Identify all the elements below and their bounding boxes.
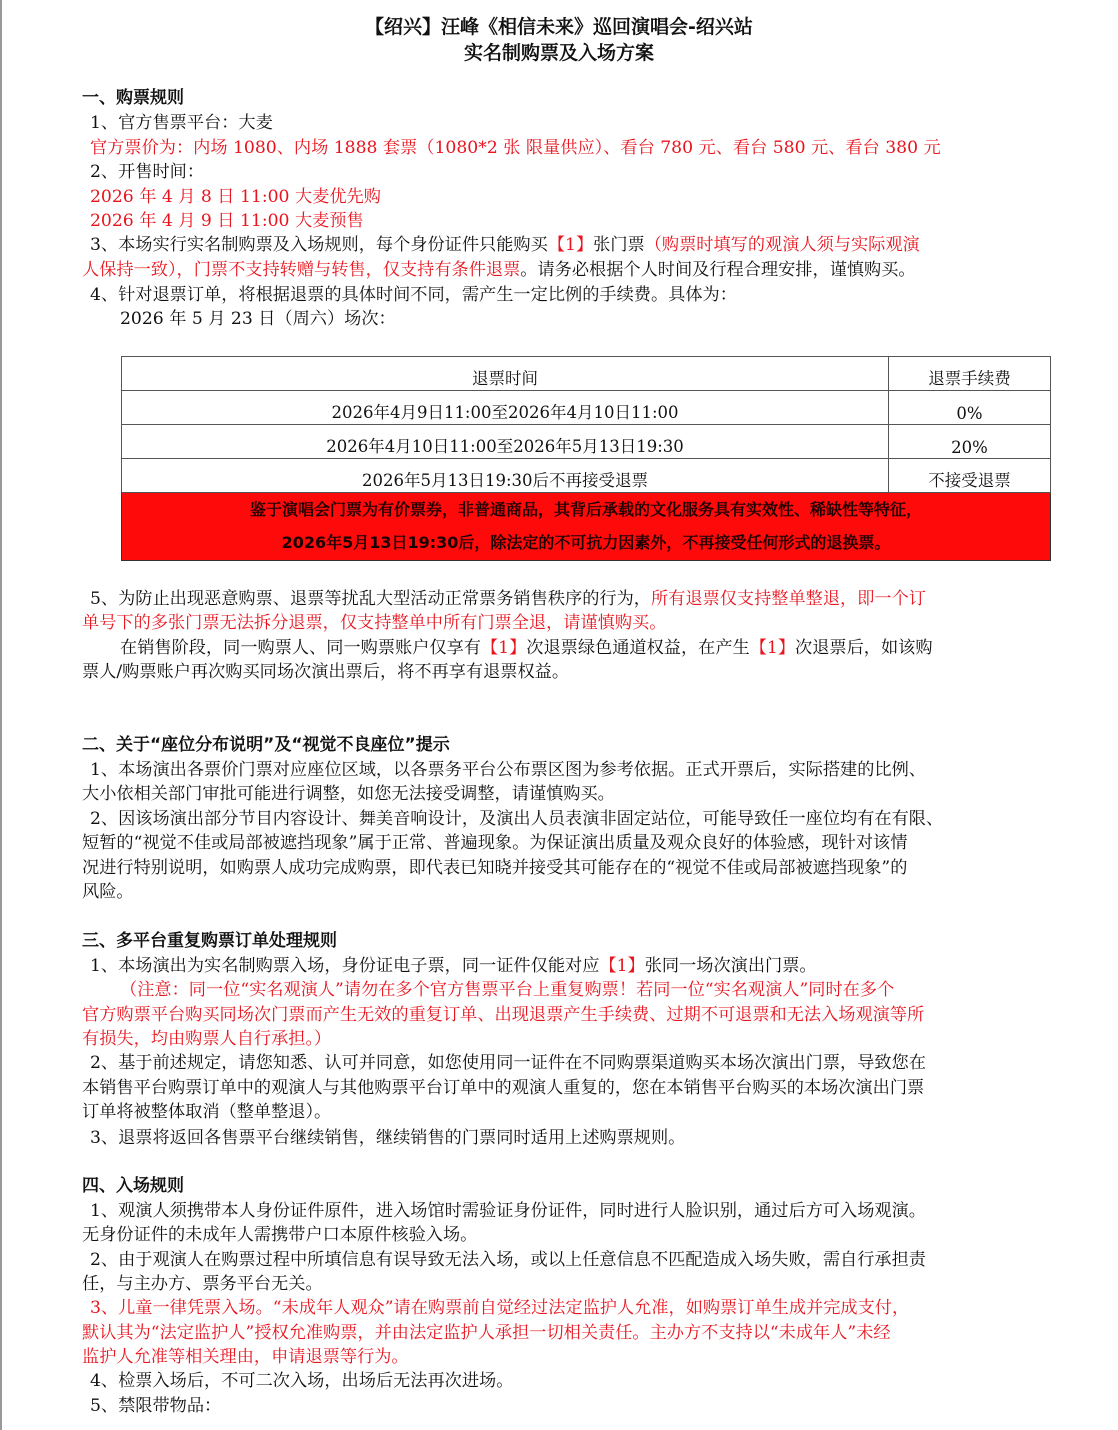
table-notice-row: [122, 493, 1051, 561]
section1-prices: 官方票价为：内场 1080、内场 1888 套票（1080*2 张 限量供应）、看台 780 元、看台 580 元、看台 380 元: [90, 138, 941, 158]
section2-item2-line2: 短暂的“视觉不佳或局部被遮挡现象”属于正常、普遍现象。为保证演出质量及观众良好的体验感，现针对该情: [82, 833, 908, 853]
section1-heading: 一、购票规则: [82, 88, 184, 108]
section1-para-line2: 票人/购票账户再次购买同场次演出票后，将不再享有退票权益。: [82, 662, 570, 682]
section1-item4: 4、针对退票订单，将根据退票的具体时间不同，需产生一定比例的手续费。具体为：: [90, 285, 737, 305]
refund-notice: [122, 493, 1051, 561]
section3-note-line2: 官方购票平台购买同场次门票而产生无效的重复订单、出现退票产生手续费、过期不可退票和无法入场观演等所: [82, 1005, 925, 1025]
document-subtitle: 实名制购票及入场方案: [463, 42, 654, 64]
s3-item1-tail: 张同一场次演出门票。: [644, 956, 817, 976]
section3-item2-line1: 2、基于前述规定，请您知悉、认可并同意，如您使用同一证件在不同购票渠道购买本场次演出门票，导致您在: [90, 1053, 926, 1073]
para-text-c: 次退票绿色通道权益，在产生: [526, 638, 750, 658]
item3-ticket: 张门票: [593, 235, 645, 255]
page-left-border: [0, 0, 2, 1430]
section3-note-line1: （注意：同一位“实名观演人”请勿在多个官方售票平台上重复购票！若同一位“实名观演人”同时在多个: [120, 980, 895, 1000]
section3-item2-line2: 本销售平台购票订单中的观演人与其他购票平台订单中的观演人重复的，您在本销售平台购买的本场次演出门票: [82, 1078, 925, 1098]
section2-item1-line1: 1、本场演出各票价门票对应座位区域，以各票务平台公布票区图为参考依据。正式开票后，实际搭建的比例、: [90, 760, 926, 780]
section2-heading: 二、关于“座位分布说明”及“视觉不良座位”提示: [82, 735, 450, 755]
section4-item2-line2: 任，与主办方、票务平台无关。: [82, 1274, 323, 1294]
section4-item1-line2: 无身份证件的未成年人需携带户口本原件核验入场。: [82, 1225, 478, 1245]
header-refund-fee: 退票手续费: [889, 357, 1051, 391]
section1-item3-line1: [90, 233, 1050, 257]
para-count-a: 【1】: [480, 638, 527, 658]
item3-note: （购票时填写的观演人须与实际观演: [644, 235, 920, 255]
table-row: [122, 425, 1051, 459]
section4-item2-line1: 2、由于观演人在购票过程中所填信息有误导致无法入场，或以上任意信息不匹配造成入场失败，需自行承担责: [90, 1250, 926, 1270]
s3-item1-text: 1、本场演出为实名制购票入场，身份证电子票，同一证件仅能对应: [90, 956, 600, 976]
section1-item3-line2: [82, 258, 1042, 282]
section4-item3-line3: 监护人允准等相关理由，申请退票等行为。: [82, 1347, 409, 1367]
section1-sale-time2: 2026 年 4 月 9 日 11:00 大麦预售: [90, 211, 364, 231]
notice-line2: 2026年5月13日19:30后，除法定的不可抗力因素外，不再接受任何形式的退换票。: [281, 533, 891, 552]
item3-text: 3、本场实行实名制购票及入场规则，每个身份证件只能购买: [90, 235, 548, 255]
item5-rule: 所有退票仅支持整单整退，即一个订: [650, 589, 926, 609]
s3-item1-count: 【1】: [599, 956, 645, 976]
row1-time: 2026年4月9日11:00至2026年4月10日11:00: [122, 391, 889, 425]
table-header-row: [122, 357, 1051, 391]
row2-time: 2026年4月10日11:00至2026年5月13日19:30: [122, 425, 889, 459]
section4-item1-line1: 1、观演人须携带本人身份证件原件，进入场馆时需验证身份证件，同时进行人脸识别，通过后方可入场观演。: [90, 1201, 926, 1221]
table-row: [122, 459, 1051, 493]
row3-fee: 不接受退票: [889, 459, 1051, 493]
header-refund-time: 退票时间: [122, 357, 889, 391]
section1-sale-time1: 2026 年 4 月 8 日 11:00 大麦优先购: [90, 187, 381, 207]
section4-item3-line2: 默认其为“法定监护人”授权允准购票，并由法定监护人承担一切相关责任。主办方不支持以“未成年人”未经: [82, 1323, 891, 1343]
section1-item5-line2: 单号下的多张门票无法拆分退票，仅支持整单中所有门票全退，请谨慎购买。: [82, 613, 667, 633]
section4-item5: 5、禁限带物品：: [90, 1396, 222, 1416]
notice-line1: 鉴于演唱会门票为有价票券，非普通商品，其背后承载的文化服务具有实效性、稀缺性等特征，: [249, 500, 922, 519]
table-row: [122, 391, 1051, 425]
section1-para-line1: [120, 636, 1080, 660]
item5-text: 5、为防止出现恶意购票、退票等扰乱大型活动正常票务销售秩序的行为，: [90, 589, 651, 609]
item3-advice: 。请务必根据个人时间及行程合理安排，谨慎购买。: [520, 260, 916, 280]
section4-item4: 4、检票入场后，不可二次入场，出场后无法再次进场。: [90, 1371, 514, 1391]
section2-item2-line1: 2、因该场演出部分节目内容设计、舞美音响设计，及演出人员表演非固定站位，可能导致任一座位均有在有限、: [90, 809, 944, 829]
document-title: 【绍兴】汪峰《相信未来》巡回演唱会-绍兴站: [365, 16, 753, 38]
section1-item1: 1、官方售票平台：大麦: [90, 113, 273, 133]
item3-count: 【1】: [547, 235, 594, 255]
row3-time: 2026年5月13日19:30后不再接受退票: [122, 459, 889, 493]
section4-item3-line1: 3、儿童一律凭票入场。“未成年人观众”请在购票前自觉经过法定监护人允准，如购票订单生成并完成支付，: [90, 1298, 910, 1318]
section4-heading: 四、入场规则: [82, 1176, 184, 1196]
section3-item1: [90, 954, 1050, 978]
item3-note-cont: 人保持一致），门票不支持转赠与转售，仅支持有条件退票: [82, 260, 521, 280]
section3-heading: 三、多平台重复购票订单处理规则: [82, 931, 337, 951]
section1-item5-line1: [90, 587, 1050, 611]
section3-item3: 3、退票将返回各售票平台继续销售，继续销售的门票同时适用上述购票规则。: [90, 1128, 686, 1148]
para-count-b: 【1】: [749, 638, 796, 658]
section2-item1-line2: 大小依相关部门审批可能进行调整，如您无法接受调整，请谨慎购买。: [82, 784, 615, 804]
refund-fee-table: [121, 356, 1051, 561]
section1-item2: 2、开售时间：: [90, 162, 205, 182]
section3-note-line3: 有损失，均由购票人自行承担。）: [82, 1029, 332, 1049]
section3-item2-line3: 订单将被整体取消（整单整退）。: [82, 1102, 332, 1122]
row2-fee: 20%: [889, 425, 1051, 459]
row1-fee: 0%: [889, 391, 1051, 425]
section2-item2-line4: 风险。: [82, 882, 134, 902]
section2-item2-line3: 况进行特别说明，如购票人成功完成购票，即代表已知晓并接受其可能存在的“视觉不佳或局部被遮挡现象”的: [82, 858, 908, 878]
para-text-a: 在销售阶段，同一购票人、同一购票账户仅享有: [120, 638, 481, 658]
para-text-e: 次退票后，如该购: [795, 638, 933, 658]
section1-session: 2026 年 5 月 23 日（周六）场次：: [120, 309, 396, 329]
